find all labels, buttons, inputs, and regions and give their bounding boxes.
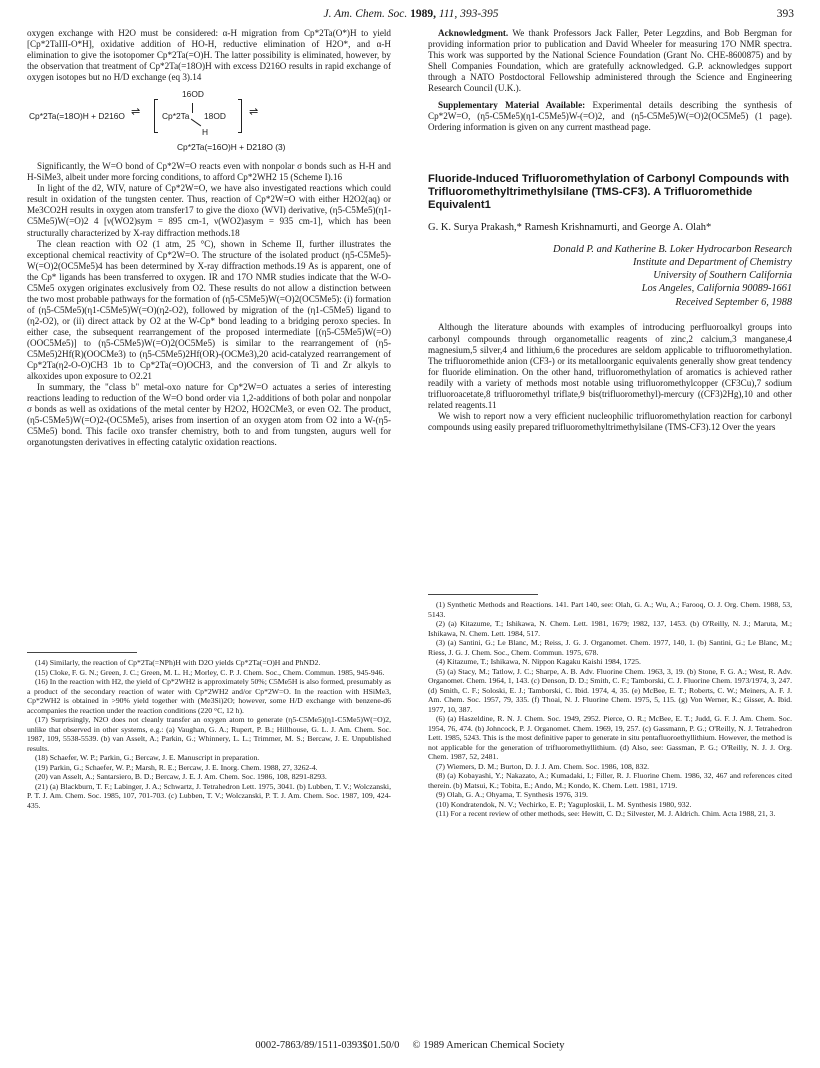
- running-header: [28, 8, 794, 24]
- affiliation-line: Institute and Department of Chemistry: [632, 257, 792, 269]
- body-paragraph: In light of the d2, WIV, nature of Cp*2W=O, we have also investigated reactions which could result in oxidation of the tungsten center. Thus, reaction of Cp*2W=O with either H2O2(aq) or Me3CO2H results in oxygen atom transfer17 to give the dioxo (WVI) derivative, (η5-C5Me5)(η1-C5Me5)W(=O)2 4 [ν(WO2)sym = 895 cm-1, ν(WO2)asym = 935 cm-1], which has been structurally characterized by X-ray diffraction methods.18: [27, 183, 391, 238]
- article-authors: G. K. Surya Prakash,* Ramesh Krishnamurti, and George A. Olah*: [428, 222, 712, 234]
- footnote: (10) Kondratendok, N. V.; Vechirko, E. P.; Yaguploskii, L. M. Synthesis 1980, 932.: [436, 799, 692, 809]
- footnote: (3) (a) Santini, G.; Le Blanc, M.; Reiss, J. G. J. Organomet. Chem. 1977, 140, 1. (b) Santini, G.; Le Blanc, M.; Riess, J. G. J. Chem. Soc., Chem. Commun. 1975, 678.: [428, 638, 792, 657]
- eq-reactant: Cp*2Ta(=18O)H + D216O: [29, 111, 125, 122]
- footnote: (11) For a recent review of other methods, see: Hewitt, C. D.; Silvester, M. J. Aldrich. Chim. Acta 1988, 21, 3.: [436, 809, 776, 818]
- right-column: [428, 28, 792, 433]
- journal-year: 1989,: [410, 8, 437, 20]
- body-paragraph: In summary, the "class b" metal-oxo nature for Cp*2W=O actuates a series of interesting reactions leading to reduction of the W=O bond order via 1,2-additions of both polar and nonpolar σ bonds as well as oxidations of the metal center by H2O2, HO2CMe3, or even O2. The product, (η5-C5Me5)W(=O)2-(OC5Me5), arises from insertion of an oxygen atom from O2 into a W-(η5-C5Me5) bond. This facile oxo transfer chemistry, both to and from tungsten, augurs well for organotungsten derivatives in effecting catalytic oxidation reactions.: [27, 382, 391, 448]
- body-paragraph: oxygen exchange with H2O must be considered: α-H migration from Cp*2Ta(O*)H to yield [Cp*2TaIII-O*H], oxidative addition of HO-H, reductive elimination of H2O*, and α-H elimination to give the isotopomer Cp*2Ta(=O)H. The latter possibility is eliminated, however, by the observation that treatment of Cp*2Ta(=18O)H with excess D216O results in rapid exchange of oxygen isotopes but no H/D exchange (eq 3).14: [27, 28, 391, 83]
- footnote: (14) Similarly, the reaction of Cp*2Ta(=NPh)H with D2O yields Cp*2Ta(=O)H and PhND2.: [35, 658, 321, 667]
- equation-3: [27, 87, 391, 155]
- affiliation-line: University of Southern California: [653, 270, 792, 282]
- article-title: Fluoride-Induced Trifluoromethylation of Carbonyl Compounds with Trifluoromethyltrimethylsilane (TMS-CF3). A Trifluoromethide Equivalent1: [428, 173, 790, 212]
- journal-name: J. Am. Chem. Soc.: [323, 8, 408, 20]
- footnote: (9) Olah, G. A.; Ohyama, T. Synthesis 1976, 319.: [436, 790, 588, 799]
- acknowledgment: [428, 28, 792, 94]
- eq-bracket-right: [238, 99, 242, 133]
- eq-intermediate-metal: Cp*2Ta: [162, 111, 190, 122]
- body-paragraph: Although the literature abounds with examples of introducing perfluoroalkyl groups into carbonyl compounds through organometallic reagents of zinc,2 calcium,3 manganese,4 magnesium,5 silver,4 and lithium,6 the procedures are seldom applicable to trifluoromethylation. The trifluoromethide anion (CF3-) or its metalloorganic equivalents generally show great tendency for fluoride elimination. On the other hand, trifluoromethylation of aromatics is achieved rather readily with a variety of methods most notable using trifluoromethylcopper (CF3Cu),7 sodium trifluoroacetate,8 trifluoromethyl triflate,9 bis(trifluoromethyl)-mercury ((CF3)2Hg),10 and other related reagents.11: [428, 322, 792, 410]
- author-affiliation: [428, 243, 792, 295]
- footnote: (17) Surprisingly, N2O does not cleanly transfer an oxygen atom to generate (η5-C5Me5)(η1-C5Me5)W(=O)2, unlike that observed in other systems, e.g.: (a) Vaughan, G. A.; Rupert, P. B.; Hillhouse, G. L. J. Am. Chem. Soc. 1987, 109, 5538-5539. (b) van Asselt, A.; Parkin, G.; Whinnery, L. L.; Trimmer, M. S.; Bercaw, J. E. Unpublished results.: [27, 715, 391, 753]
- footnote: (7) Wiemers, D. M.; Burton, D. J. J. Am. Chem. Soc. 1986, 108, 832.: [436, 761, 650, 771]
- eq-bond-vertical: [192, 103, 193, 113]
- page-footer: [0, 1040, 820, 1051]
- footnote: (1) Synthetic Methods and Reactions. 141. Part 140, see: Olah, G. A.; Wu, A.; Farooq, O. J. Org. Chem. 1988, 53, 5143.: [428, 600, 792, 619]
- eq-arrow-left: ⇌: [131, 106, 141, 119]
- journal-citation: [28, 8, 794, 20]
- footnote: (19) Parkin, G.; Schaefer, W. P.; Marsh, R. E.; Bercaw, J. E. Inorg. Chem. 1988, 27, 3262-4.: [35, 762, 318, 772]
- footnote: (2) (a) Kitazume, T.; Ishikawa, N. Chem. Lett. 1981, 1679; 1982, 137, 1453. (b) O'Reilly, N. J.; Maruta, M.; Ishikawa, N. Chem. Lett. 1984, 517.: [428, 619, 792, 638]
- footer-code: 0002-7863/89/1511-0393$01.50/0: [255, 1040, 400, 1051]
- affiliation-line: Donald P. and Katherine B. Loker Hydrocarbon Research: [553, 244, 792, 256]
- left-footnotes: [27, 658, 391, 810]
- eq-intermediate-right: 18OD: [204, 111, 226, 122]
- left-column: [27, 28, 391, 448]
- journal-volume-pages: 111, 393-395: [438, 8, 499, 20]
- page-number: 393: [776, 8, 794, 20]
- footnote: (8) (a) Kobayashi, Y.; Nakazato, A.; Kumadaki, I.; Filler, R. J. Fluorine Chem. 1986, 32, 467 and references cited therein. (b) Matsui, K.; Tobita, E.; Ando, M.; Kondo, K. Chem. Lett. 1981, 1719.: [428, 771, 792, 790]
- eq-arrow-right: ⇌: [249, 106, 259, 119]
- footnote-divider-left: [27, 652, 137, 653]
- footer-copyright: © 1989 American Chemical Society: [412, 1040, 565, 1051]
- footnote-divider-right: [428, 594, 538, 595]
- affiliation-line: Los Angeles, California 90089-1661: [641, 283, 792, 295]
- eq-intermediate-h: H: [202, 127, 209, 138]
- footnote: (21) (a) Blackburn, T. F.; Labinger, J. A.; Schwartz, J. Tetrahedron Lett. 1975, 3041. (b) Lubben, T. V.; Wolczanski, P. T. J. Am. Chem. Soc. 1985, 107, 701-703. (c) Lubben, T. V.; Wolczanski, P. T. J. Am. Chem. Soc. 1987, 109, 424-435.: [27, 781, 391, 810]
- footnote: (20) van Asselt, A.; Santarsiero, B. D.; Bercaw, J. E. J. Am. Chem. Soc. 1986, 108, 8291-8293.: [35, 772, 327, 781]
- supplementary-text: Experimental details describing the synthesis of Cp*2W=O, (η5-C5Me5)(η1-C5Me5)W-(=O)2, and (η5-C5Me5)W(=O)2(OC5Me5) (1 page). Ordering information is given on any current masthead page.: [428, 100, 793, 133]
- supplementary-material: [428, 100, 792, 133]
- footnote: (6) (a) Haszeldine, R. N. J. Chem. Soc. 1949, 2952. Pierce, O. R.; McBee, E. T.; Judd, G. F. J. Am. Chem. Soc. 1954, 76, 474. (b) Johncock, P. J. Organomet. Chem. 1969, 19, 257. (c) Gassmann, P. G.; O'Reilly, N. J. Tetrahedron Lett. 1985, 5243. This is the most definitive paper to generate in situ pentafluoroethyllithium. However, the method is not applicable for the generation of trifluoromethyllithium. (d) Also, see: Gassman, P. G.; O'Reilly, N. J. J. Org. Chem. 1987, 52, 2481.: [428, 714, 792, 761]
- eq-intermediate-top: 16OD: [182, 89, 204, 100]
- eq-bond-diagonal: [191, 119, 201, 127]
- supplementary-heading: Supplementary Material Available:: [438, 100, 586, 111]
- footnote: (4) Kitazume, T.; Ishikawa, N. Nippon Kagaku Kaishi 1984, 1725.: [436, 657, 641, 666]
- body-paragraph: Significantly, the W=O bond of Cp*2W=O reacts even with nonpolar σ bonds such as H-H and H-SiMe3, albeit under more forcing conditions, to afford Cp*2WH2 15 (Scheme I).16: [27, 161, 391, 183]
- eq-bracket-left: [154, 99, 158, 133]
- body-paragraph: We wish to report now a very efficient nucleophilic trifluoromethylation reaction for carbonyl compounds using easily prepared trifluoromethyltrimethylsilane (TMS-CF3).12 Over the years: [428, 410, 792, 432]
- acknowledgment-heading: Acknowledgment.: [438, 28, 509, 38]
- footnote: (18) Schaefer, W. P.; Parkin, G.; Bercaw, J. E. Manuscript in preparation.: [35, 753, 260, 762]
- eq-product: Cp*2Ta(=16O)H + D218O (3): [177, 142, 286, 153]
- footnote: (5) (a) Stacy, M.; Tatlow, J. C.; Sharpe, A. B. Adv. Fluorine Chem. 1963, 3, 19. (b) Stone, F. G. A.; West, R. Adv. Organomet. Chem. 1964, 1, 143. (c) Denson, D. D.; Smith, C. F.; Tamborski, C. J. Fluorine Chem. 1973/1974, 3, 247. (d) Smith, C. F.; Soloski, E. J.; Tamborski, C. Ibid. 1974, 4, 35. (e) McBee, E. T.; Roberts, C. W.; Meiners, A. F. J. Am. Chem. Soc. 1957, 79, 335. (f) Thoai, N. J. Fluorine Chem. 1975, 5, 115. (g) Von Werner, K.; Gisser, A. Ibid. 1977, 10, 387.: [428, 666, 792, 714]
- body-paragraph: The clean reaction with O2 (1 atm, 25 °C), shown in Scheme II, further illustrates the exceptional chemical reactivity of Cp*2W=O. The structure of the isolated product (η5-C5Me5)-W(=O)2(OC5Me5)4 has been determined by X-ray diffraction methods.19 As is apparent, one of the Cp* ligands has been transferred to oxygen. IR and 17O NMR studies indicate that the W-O-C5Me5 oxygen originates exclusively from O2. These results do not allow a distinction between the two most probable pathways for the formation of (η5-C5Me5)W(=O)2(OC5Me5): (i) formation of (η5-C5Me5)(η1-C5Me5)W(=O)(η2-O2), followed by migration of the (η1-C5Me5) ligand to (η2-O2), or (ii) direct attack by O2 at the W-Cp* bond leading to a bridging peroxo species. In either case, the subsequent rearrangement of the proposed intermediate [(η5-C5Me5)W(=O)(OOC5Me5)] to (η5-C5Me5)W(=O)2(OC5Me5) is similar to the rearrangement of (η5-C5Me5)2Hf(R)(OOCMe3) to (η5-C5Me5)2Hf(OR)-(OCMe3),20 acid-catalyzed rearrangement of Cp*2Ta(η2-O-O)CH3 1b to Cp*2Ta(=O)OCH3, and the conversion of Ti and Zr alkyls to alkoxides upon exposure to O2.21: [27, 238, 391, 382]
- acknowledgment-text: We thank Professors Jack Faller, Peter Legzdins, and Bob Bergman for providing information prior to publication and David Wheeler for measuring 17O NMR spectra. This work was supported by the National Science Foundation (Grant No. CHE-8600875) and by Shell Companies Foundation, which are gratefully acknowledged. G.P. acknowledges support through a NATO Postdoctoral Fellowship administered through the Science and Engineering Research Council (U.K.).: [428, 28, 792, 94]
- footnote: (16) In the reaction with H2, the yield of Cp*2WH2 is approximately 50%; C5Me5H is also formed, presumably as a product of the secondary reaction of water with Cp*2WH2 and/or Cp*2W=O. In the reaction with HSiMe3, Cp*2WH2 is obtained in >90% yield together with (Me3Si)2O; however, some H/D exchange with benzene-d6 accompanies the reaction under the reaction conditions (220 °C, 12 h).: [27, 677, 391, 715]
- received-date: Received September 6, 1988: [675, 297, 792, 309]
- footnote: (15) Cloke, F. G. N.; Green, J. C.; Green, M. L. H.; Morley, C. P. J. Chem. Soc., Chem. Commun. 1985, 945-946.: [35, 667, 385, 677]
- right-footnotes: [428, 600, 792, 819]
